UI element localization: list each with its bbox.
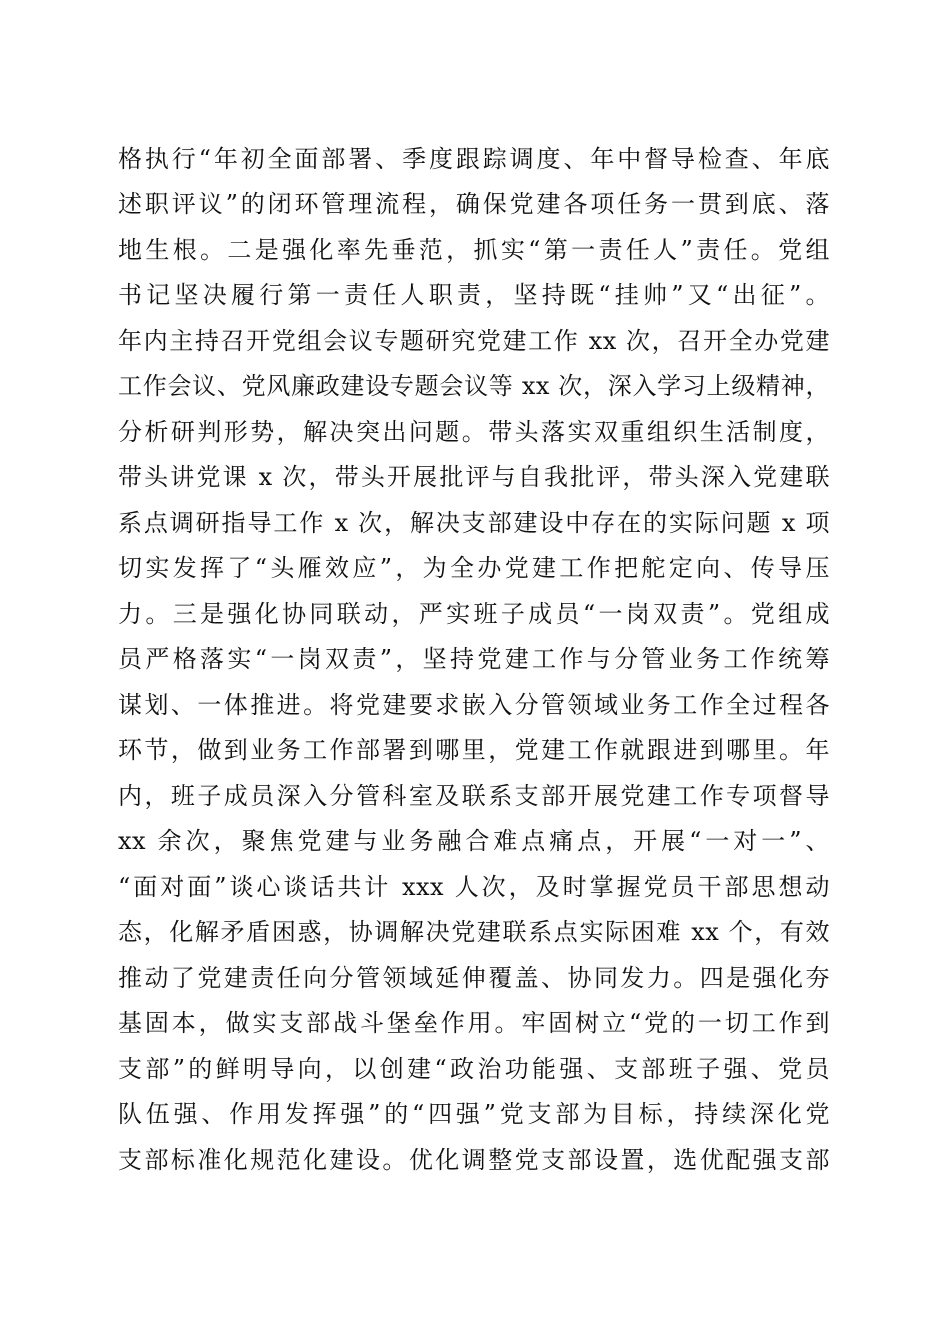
text-line: 员严格落实“一岗双责”，坚持党建工作与分管业务工作统筹: [118, 645, 830, 673]
text-line: 基固本，做实支部战斗堡垒作用。牢固树立“党的一切工作到: [118, 1009, 830, 1037]
text-line: 格执行“年初全面部署、季度跟踪调度、年中督导检查、年底: [118, 145, 830, 173]
text-line: 工作会议、党风廉政建设专题会议等 xx 次，深入学习上级精神，: [118, 372, 830, 400]
text-line: 力。三是强化协同联动，严实班子成员“一岗双责”。党组成: [118, 600, 830, 628]
text-line: 环节，做到业务工作部署到哪里，党建工作就跟进到哪里。年: [118, 736, 830, 764]
text-line: xx 余次，聚焦党建与业务融合难点痛点，开展“一对一”、: [118, 827, 830, 855]
text-line: 带头讲党课 x 次，带头开展批评与自我批评，带头深入党建联: [118, 463, 830, 491]
text-line: 切实发挥了“头雁效应”，为全办党建工作把舵定向、传导压: [118, 554, 830, 582]
text-line: 系点调研指导工作 x 次，解决支部建设中存在的实际问题 x 项: [118, 509, 830, 537]
text-line: “面对面”谈心谈话共计 xxx 人次，及时掌握党员干部思想动: [118, 873, 830, 901]
text-line: 谋划、一体推进。将党建要求嵌入分管领域业务工作全过程各: [118, 691, 830, 719]
text-line: 年内主持召开党组会议专题研究党建工作 xx 次，召开全办党建: [118, 327, 830, 355]
text-line: 分析研判形势，解决突出问题。带头落实双重组织生活制度，: [118, 418, 830, 446]
text-line: 队伍强、作用发挥强”的“四强”党支部为目标，持续深化党: [118, 1100, 830, 1128]
text-line: 地生根。二是强化率先垂范，抓实“第一责任人”责任。党组: [118, 236, 830, 264]
text-line: 态，化解矛盾困惑，协调解决党建联系点实际困难 xx 个，有效: [118, 918, 830, 946]
text-line: 推动了党建责任向分管领域延伸覆盖、协同发力。四是强化夯: [118, 964, 830, 992]
text-line: 支部”的鲜明导向，以创建“政治功能强、支部班子强、党员: [118, 1055, 830, 1083]
text-line: 述职评议”的闭环管理流程，确保党建各项任务一贯到底、落: [118, 190, 830, 218]
text-line: 内，班子成员深入分管科室及联系支部开展党建工作专项督导: [118, 782, 830, 810]
text-line: 书记坚决履行第一责任人职责，坚持既“挂帅”又“出征”。: [118, 281, 830, 309]
text-line: 支部标准化规范化建设。优化调整党支部设置，选优配强支部: [118, 1146, 830, 1174]
